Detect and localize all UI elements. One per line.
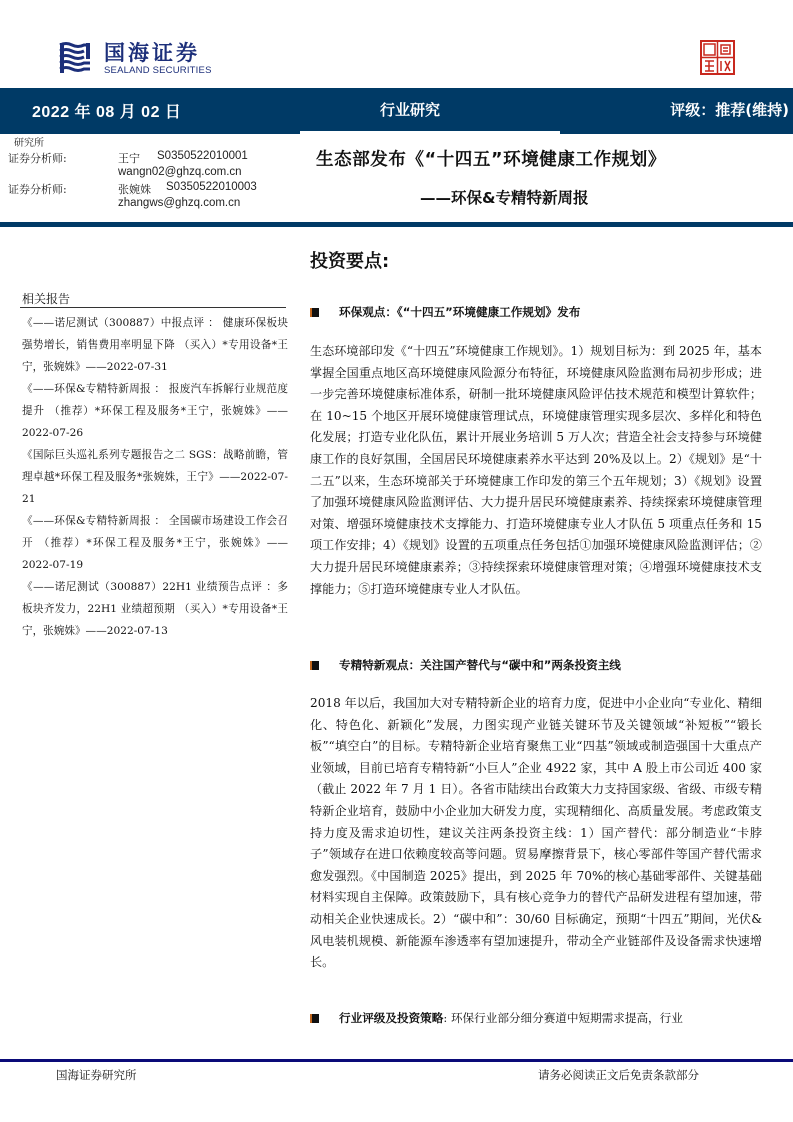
research-seal-stamp bbox=[700, 40, 735, 75]
report-date: 2022 年 08 月 02 日 bbox=[32, 104, 182, 121]
section-bullet-specialized bbox=[310, 657, 621, 673]
analyst-label: 证券分析师: bbox=[8, 183, 67, 196]
square-bullet-icon bbox=[310, 661, 319, 670]
section-heading: 环保观点：《“十四五”环境健康工作规划》发布 bbox=[339, 305, 581, 319]
related-reports-heading: 相关报告 bbox=[22, 292, 71, 306]
analyst-label: 证券分析师: bbox=[8, 152, 67, 165]
footer-disclaimer-note: 请务必阅读正文后免责条款部分 bbox=[538, 1068, 699, 1082]
investment-highlights-heading: 投资要点: bbox=[310, 251, 390, 272]
report-subtitle: ——环保&专精特新周报 bbox=[420, 189, 589, 207]
sealand-wave-logo-icon bbox=[58, 41, 92, 75]
section-body: 生态环境部印发《“十四五”环境健康工作规划》。1）规划目标为：到 2025 年，基本掌握全国重点地区高环境健康风险源分布特征，环境健康风险监测布局初步形成；进一步完善环境健康标准体系，研制一批环境健康风险评估技术规范和模型计算软件； 在 10~15 个地区开展环境健康管理试点，环境健康管理实现多层次、多样化和特色化发展；打造专业化队伍，累计开展业务培训 5 万人次；营造全社会支持参与环境健康工作的良好氛围，全国居民环境健康素养水平达到 20%及以上。2）《规划》是“十二五”以来，生态环境部关于环境健康工作印发的第三个五年规划；3）《规划》设置了加强环境健康风险监测评估、大力提升居民环境健康素养、持续探索环境健康管理对策、增强环境健康技术支撑能力、打造环境健康专业人才队伍 5 项重点任务和 15 项工作安排；4）《规划》设置的五项重点任务包括①加强环境健康风险监测评估；②大力提升居民环境健康素养；③持续探索环境健康管理对策；④增强环境健康技术支撑能力；⑤打造环境健康专业人才队伍。 bbox=[310, 344, 762, 596]
related-report-link[interactable]: 《——诺尼测试（300887）中报点评 ： 健康环保板块强势增长，销售费用率明显下降 （买入）*专用设备*王宁，张婉姝》——2022-07-31 bbox=[22, 317, 288, 373]
analyst-email[interactable]: zhangws@ghzq.com.cn bbox=[118, 197, 241, 209]
related-report-link[interactable]: 《国际巨头巡礼系列专题报告之二 SGS：战略前瞻，管理卓越*环保工程及服务*张婉姝，王宁》——2022-07-21 bbox=[22, 449, 288, 505]
section-heading: 专精特新观点：关注国产替代与“碳中和”两条投资主线 bbox=[339, 658, 621, 672]
analyst-license-id: S0350522010001 bbox=[157, 150, 248, 162]
analyst-license-id: S0350522010003 bbox=[166, 181, 257, 193]
section-bullet-strategy bbox=[310, 1010, 683, 1026]
section-heading-continuation: : 环保行业部分细分赛道中短期需求提高，行业 bbox=[443, 1011, 683, 1025]
square-bullet-icon bbox=[310, 308, 319, 317]
square-bullet-icon bbox=[310, 1014, 319, 1023]
section-bullet-environment bbox=[310, 304, 580, 320]
analyst-email[interactable]: wangn02@ghzq.com.cn bbox=[118, 166, 242, 178]
report-category: 行业研究 bbox=[380, 101, 441, 119]
header-band-lower-right bbox=[560, 131, 793, 134]
related-report-link[interactable]: 《——环保&专精特新周报 ： 报废汽车拆解行业规范度提升 （推荐）*环保工程及服务*王宁，张婉姝》——2022-07-26 bbox=[22, 383, 288, 439]
related-report-link[interactable]: 《——诺尼测试（300887）22H1 业绩预告点评 ：多板块齐发力，22H1 业绩超预期 （买入）*专用设备*王宁，张婉姝》——2022-07-13 bbox=[22, 581, 288, 637]
analyst-name: 张婉姝 bbox=[118, 183, 151, 196]
analyst-name: 王宁 bbox=[118, 152, 140, 165]
report-title: 生态部发布《“十四五”环境健康工作规划》 bbox=[316, 150, 667, 170]
rating-badge: 评级：推荐(维持) bbox=[670, 101, 789, 119]
header-band-lower-left bbox=[0, 131, 300, 134]
related-reports-divider bbox=[20, 307, 286, 308]
header-divider bbox=[0, 222, 793, 227]
related-reports-list bbox=[22, 312, 288, 642]
institute-label: 研究所 bbox=[14, 138, 44, 149]
footer-institute: 国海证券研究所 bbox=[56, 1068, 137, 1082]
section-body: 2018 年以后，我国加大对专精特新企业的培育力度，促进中小企业向“专业化、精细化、特色化、新颖化”发展，力图实现产业链关键环节及关键领域“补短板”“锻长板”“填空白”的目标。专精特新企业培育聚焦工业“四基”领域或制造强国十大重点产业领域，目前已培育专精特新“小巨人”企业 4922 家，其中 A 股上市公司近 400 家（截止 2022 年 7 月 1 日）。各省市陆续出台政策大力支持国家级、省级、市级专精特新企业培育，鼓励中小企业加大研发力度，实现精细化、高质量发展。考虑政策支持力度及需求迫切性，建议关注两条投资主线：1）国产替代：部分制造业“卡脖子”领域存在进口依赖度较高等问题。贸易摩擦背景下，核心零部件等国产替代需求愈发强烈。《中国制造 2025》提出，到 2025 年 70%的核心基础零部件、关键基础材料实现自主保障。政策鼓励下，具有核心竞争力的替代产品研发进程有望加速，带动相关企业快速成长。2）“碳中和”：30/60 目标确定，预期“十四五”期间，光伏&风电装机规模、新能源车渗透率有望加速提升，带动全产业链部件及设备需求快速增长。 bbox=[310, 696, 762, 970]
section-heading: 行业评级及投资策略 bbox=[339, 1011, 444, 1025]
company-logo bbox=[58, 40, 212, 76]
logo-name-cn: 国海证券 bbox=[104, 40, 200, 65]
footer-divider bbox=[0, 1059, 793, 1062]
logo-name-en: SEALAND SECURITIES bbox=[104, 64, 212, 76]
related-report-link[interactable]: 《——环保&专精特新周报 ： 全国碳市场建设工作会召开 （推荐）*环保工程及服务*王宁，张婉姝》——2022-07-19 bbox=[22, 515, 288, 571]
